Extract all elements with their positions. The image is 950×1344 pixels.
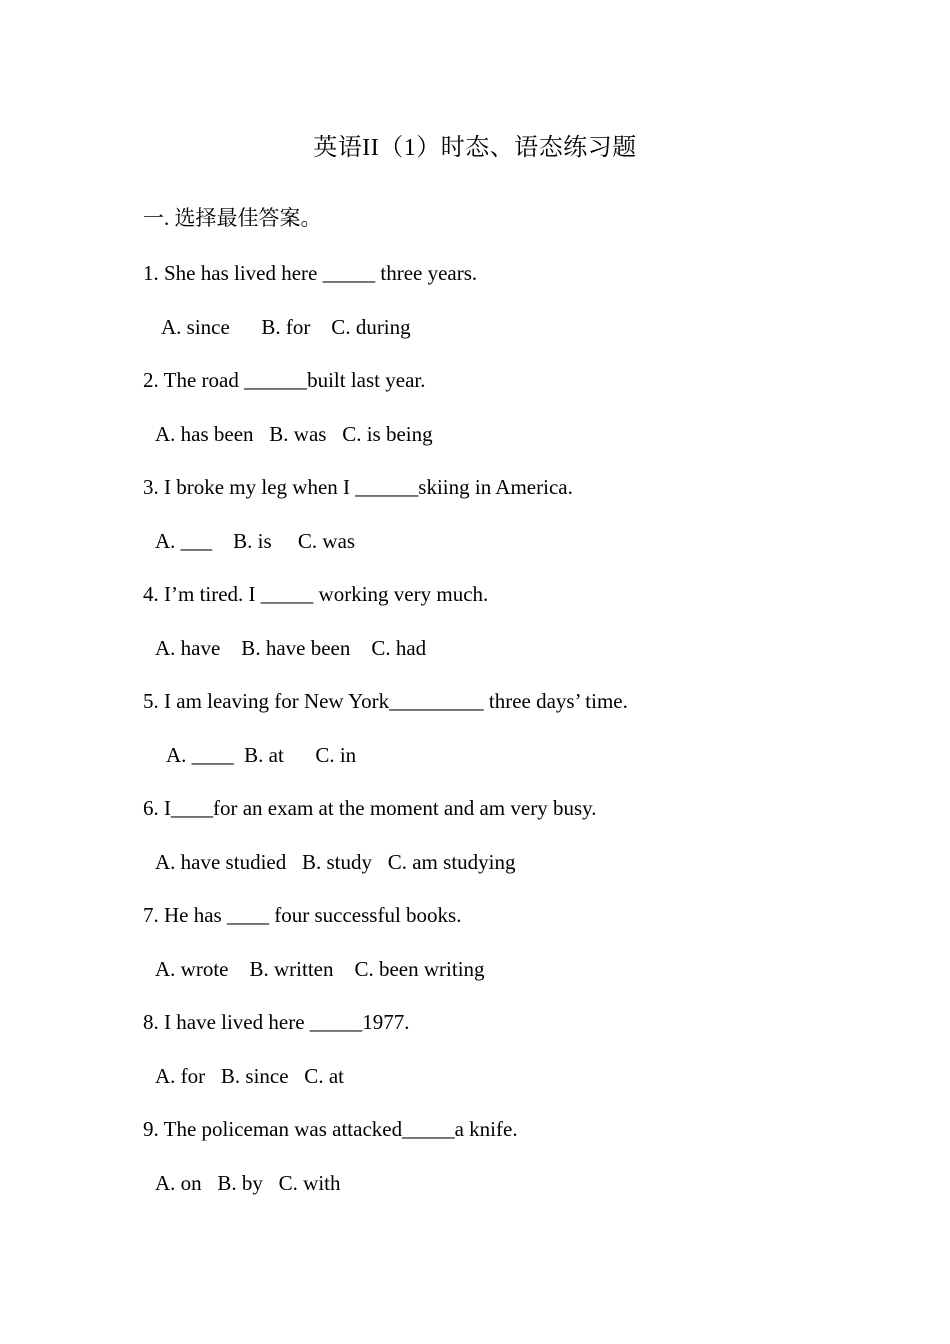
- question-4-options: A. have B. have been C. had: [155, 636, 427, 660]
- question-5-text: 5. I am leaving for New York_________ three days’ time.: [143, 689, 628, 713]
- question-2-options: A. has been B. was C. is being: [155, 422, 433, 446]
- question-7-text: 7. He has ____ four successful books.: [143, 903, 462, 927]
- question-1-text: 1. She has lived here _____ three years.: [143, 261, 478, 285]
- question-3-options: A. ___ B. is C. was: [155, 529, 356, 553]
- question-2-text: 2. The road ______built last year.: [143, 368, 426, 392]
- question-1-options: A. since B. for C. during: [161, 315, 411, 339]
- question-9-text: 9. The policeman was attacked_____a knife.: [143, 1117, 518, 1141]
- question-7-options: A. wrote B. written C. been writing: [155, 957, 485, 981]
- question-8-text: 8. I have lived here _____1977.: [143, 1010, 410, 1034]
- question-5-options: A. ____ B. at C. in: [166, 743, 357, 767]
- question-6-options: A. have studied B. study C. am studying: [155, 850, 516, 874]
- question-6-text: 6. I____for an exam at the moment and am very busy.: [143, 796, 597, 820]
- page-title: 英语II（1）时态、语态练习题: [313, 135, 637, 161]
- question-8-options: A. for B. since C. at: [155, 1064, 344, 1088]
- question-9-options: A. on B. by C. with: [155, 1171, 341, 1195]
- section-heading: 一. 选择最佳答案。: [143, 206, 322, 230]
- question-3-text: 3. I broke my leg when I ______skiing in America.: [143, 475, 573, 499]
- question-4-text: 4. I’m tired. I _____ working very much.: [143, 582, 489, 606]
